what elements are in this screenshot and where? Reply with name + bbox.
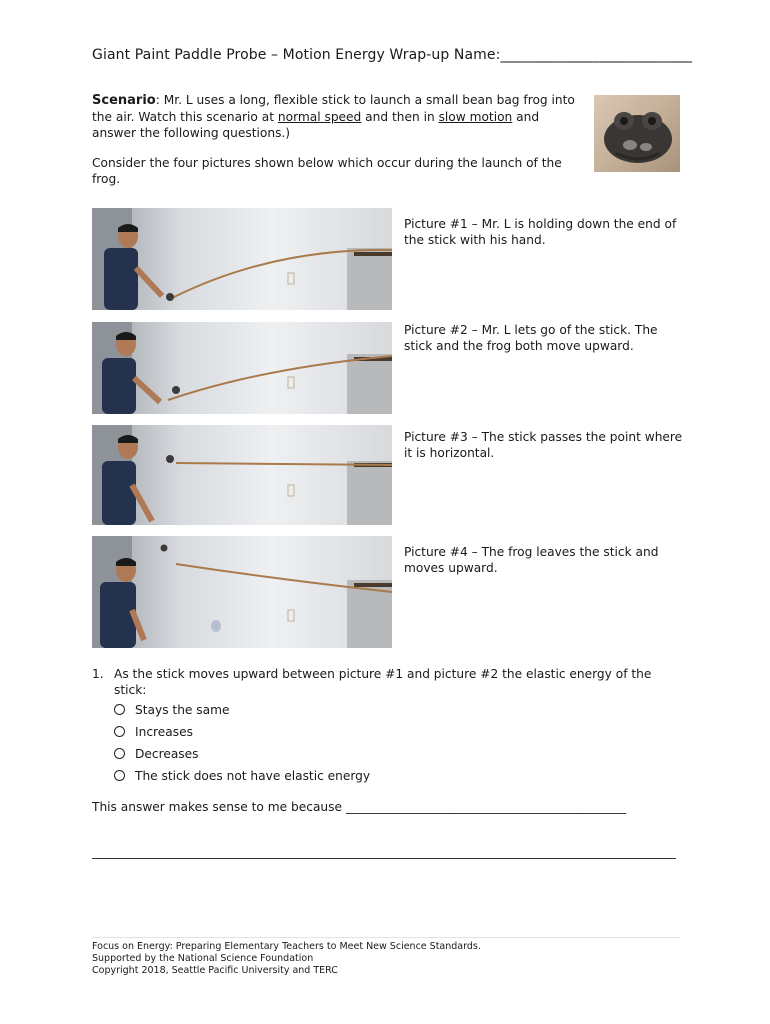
footer-line-1: Focus on Energy: Preparing Elementary Teachers to Meet New Science Standards. xyxy=(92,941,481,952)
scenario-text-1: : Mr. L uses a long, flexible stick to launch a small bean bag frog into the air. Watch this scenario at xyxy=(92,93,575,124)
scenario-text-3: and answer the following questions.) xyxy=(92,110,540,140)
radio-circle-icon[interactable] xyxy=(114,770,125,781)
footer xyxy=(92,941,481,977)
launch-photo-1 xyxy=(92,208,392,310)
option-label: The stick does not have elastic energy xyxy=(135,769,371,783)
because-prompt: This answer makes sense to me because ______________________________________________ xyxy=(92,800,627,814)
consider-text: Consider the four pictures shown below which occur during the launch of the frog. xyxy=(92,156,562,186)
scenario-label: Scenario xyxy=(92,93,156,108)
option-label: Increases xyxy=(135,725,193,739)
normal-speed-link[interactable]: normal speed xyxy=(277,110,362,124)
slow-motion-link[interactable]: slow motion xyxy=(438,110,513,124)
picture-1-caption: Picture #1 – Mr. L is holding down the end of the stick with his hand. xyxy=(404,217,677,247)
launch-photo-4 xyxy=(92,536,392,648)
option-stays-the-same[interactable] xyxy=(114,703,229,717)
launch-photo-3 xyxy=(92,425,392,525)
picture-2-caption: Picture #2 – Mr. L lets go of the stick. The stick and the frog both move upward. xyxy=(404,323,658,353)
bean-bag-frog-photo xyxy=(594,95,680,172)
scenario-paragraph xyxy=(92,92,580,141)
option-no-elastic-energy[interactable] xyxy=(114,769,370,783)
footer-line-3: Copyright 2018, Seattle Pacific University and TERC xyxy=(92,965,338,976)
footer-divider xyxy=(92,937,680,938)
scenario-text-2: and then in xyxy=(361,110,439,124)
picture-4-caption: Picture #4 – The frog leaves the stick and moves upward. xyxy=(404,545,659,575)
picture-3-caption: Picture #3 – The stick passes the point where it is horizontal. xyxy=(404,430,683,460)
option-increases[interactable] xyxy=(114,725,193,739)
option-label: Decreases xyxy=(135,747,199,761)
launch-photo-2 xyxy=(92,322,392,414)
answer-line[interactable] xyxy=(92,858,676,859)
page-title: Giant Paint Paddle Probe – Motion Energy Wrap-up Name:___________________________ xyxy=(92,47,693,63)
radio-circle-icon[interactable] xyxy=(114,748,125,759)
question-text: As the stick moves upward between picture #1 and picture #2 the elastic energy of the stick: xyxy=(114,667,652,697)
option-decreases[interactable] xyxy=(114,747,199,761)
question-number: 1. xyxy=(92,667,104,681)
option-label: Stays the same xyxy=(135,703,230,717)
radio-circle-icon[interactable] xyxy=(114,726,125,737)
footer-line-2: Supported by the National Science Foundation xyxy=(92,953,314,964)
question-1 xyxy=(92,666,682,698)
radio-circle-icon[interactable] xyxy=(114,704,125,715)
